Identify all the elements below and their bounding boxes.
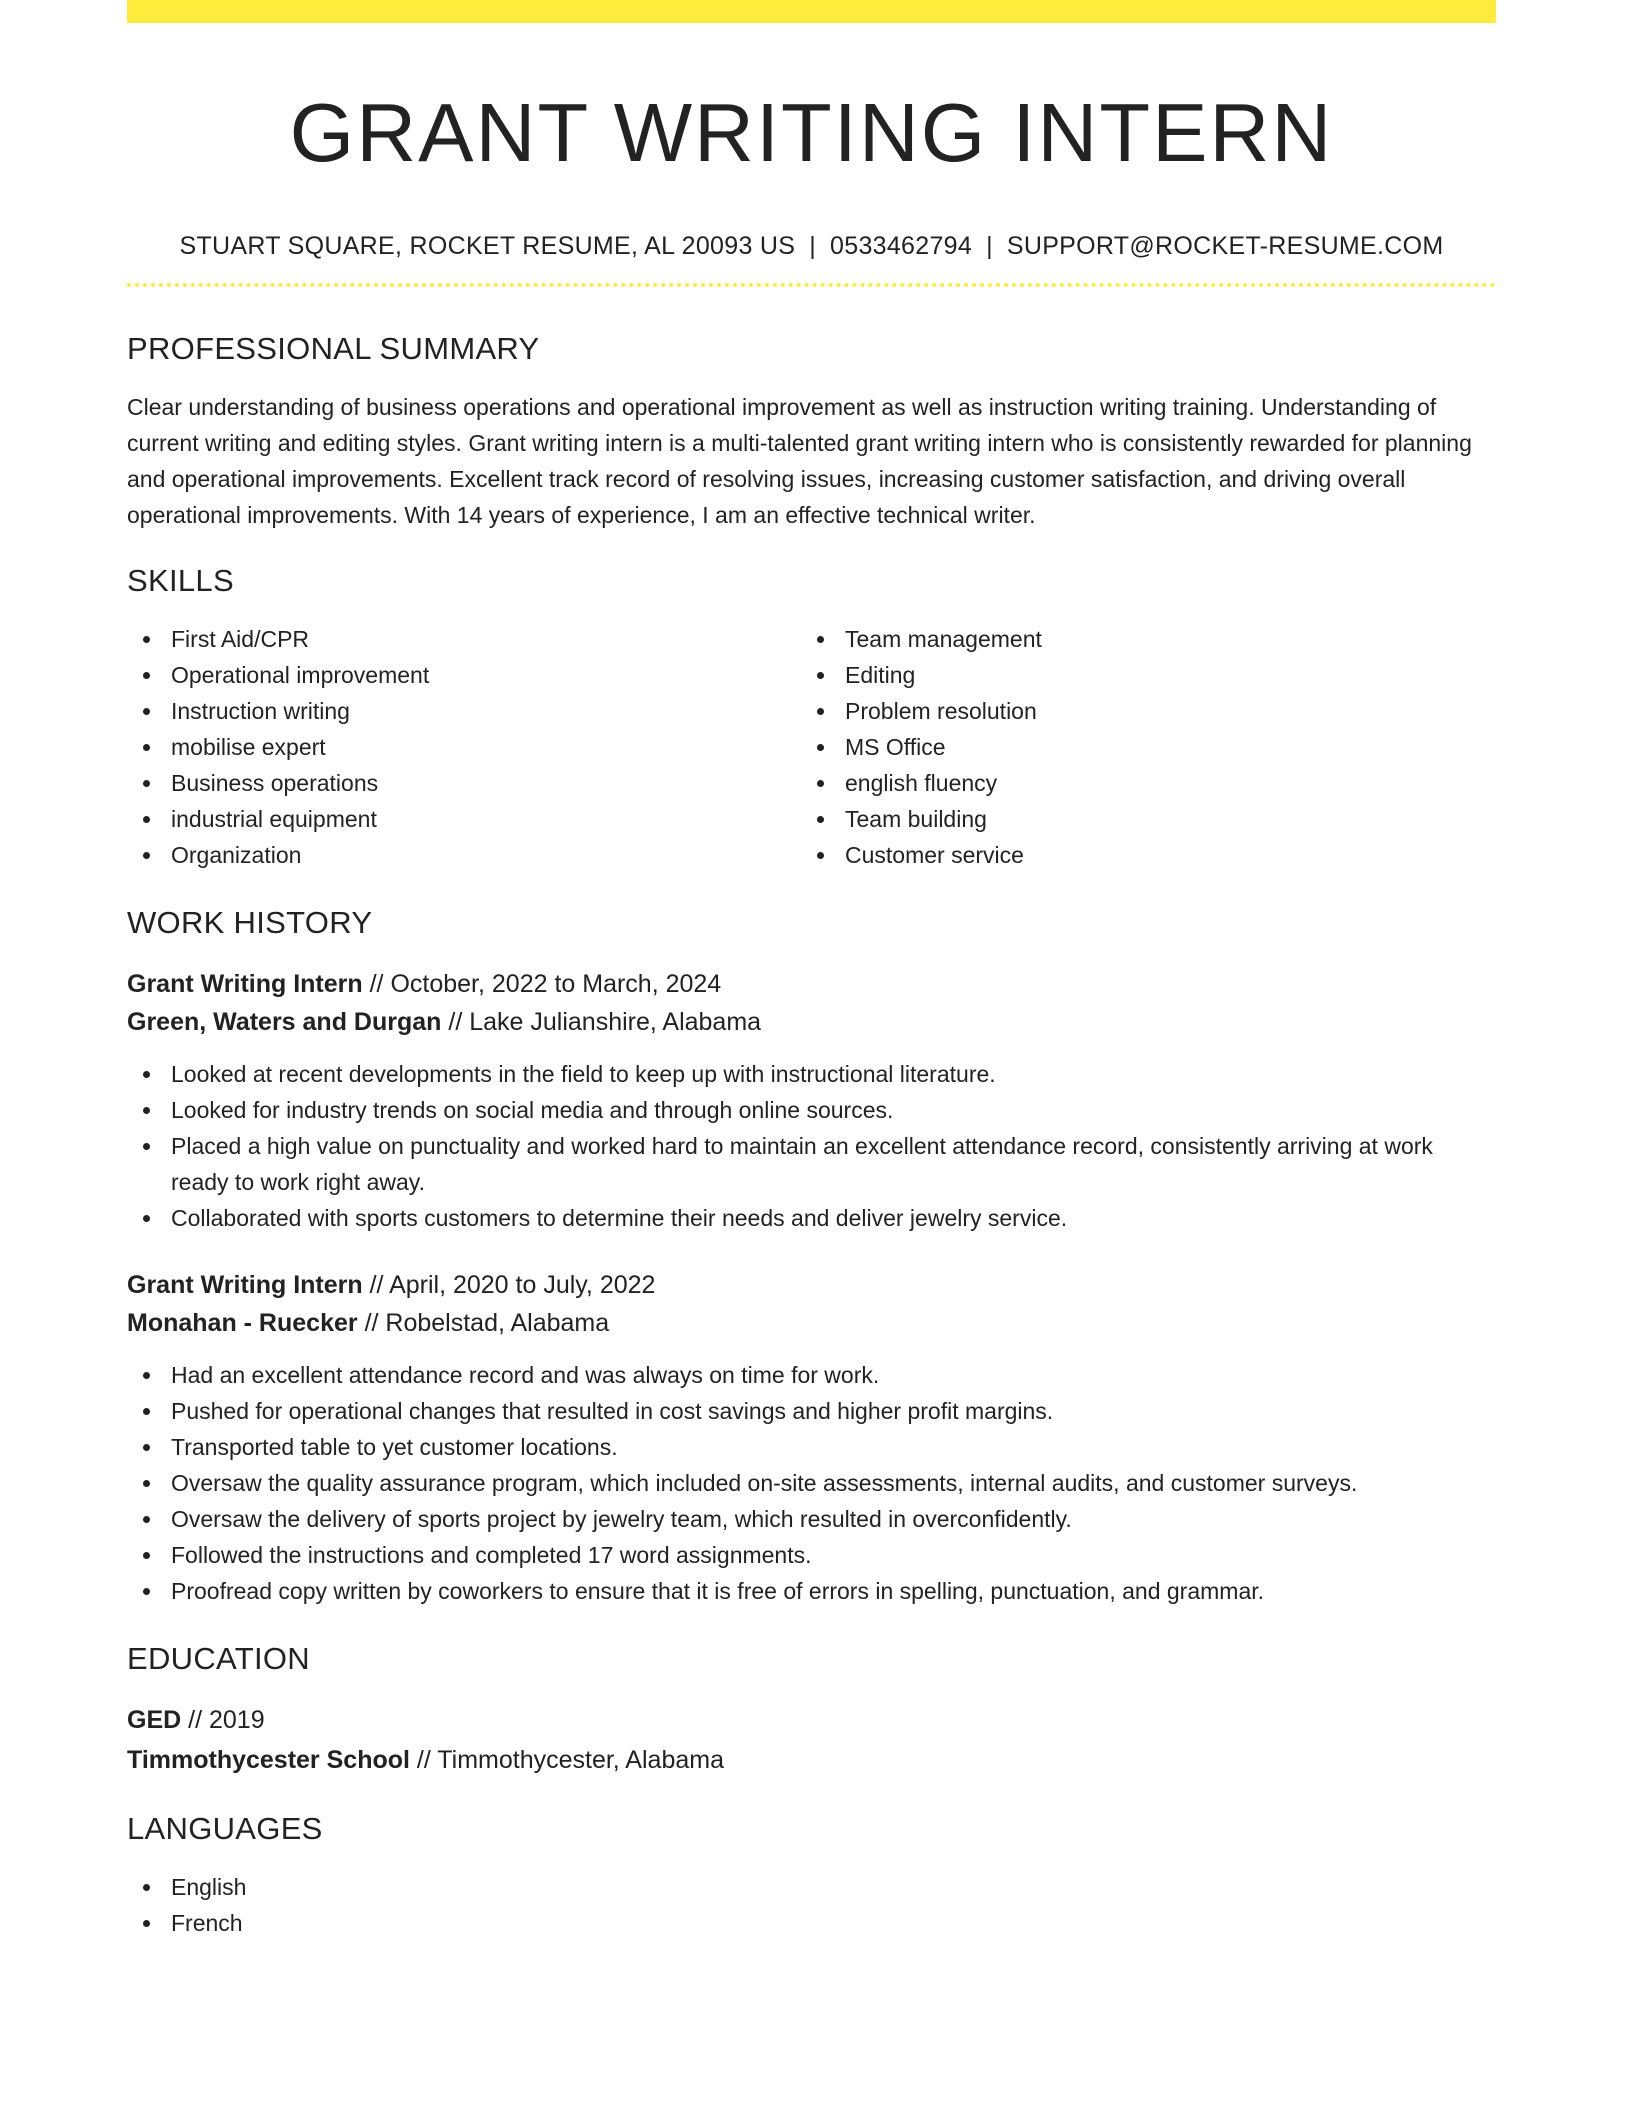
skill-item: Editing (801, 657, 1475, 693)
job-bullet: Pushed for operational changes that resulted in cost savings and higher profit margins. (127, 1393, 1496, 1429)
job-bullet: Followed the instructions and completed 17 word assignments. (127, 1537, 1496, 1573)
job-role-line (127, 965, 1496, 1003)
languages-list (127, 1869, 1496, 1941)
education-year: // 2019 (188, 1706, 265, 1734)
job-bullet: Proofread copy written by coworkers to ensure that it is free of errors in spelling, punctuation, and grammar. (127, 1573, 1496, 1609)
job-role: Grant Writing Intern (127, 1271, 363, 1299)
job-company: Monahan - Ruecker (127, 1309, 358, 1337)
skill-item: Operational improvement (127, 657, 801, 693)
skill-item: Instruction writing (127, 693, 801, 729)
job-company-line (127, 1304, 1496, 1342)
job-bullets (127, 1357, 1496, 1609)
language-item: French (127, 1905, 1496, 1941)
contact-address: STUART SQUARE, ROCKET RESUME, AL 20093 US (179, 232, 796, 260)
job-company: Green, Waters and Durgan (127, 1008, 442, 1036)
skills-column-right (801, 621, 1475, 873)
job-bullet: Oversaw the quality assurance program, which included on-site assessments, internal audits, and customer surveys. (127, 1465, 1496, 1501)
skill-item: Business operations (127, 765, 801, 801)
skill-item: Customer service (801, 837, 1475, 873)
resume-page (127, 0, 1496, 1941)
job-bullet: Had an excellent attendance record and was always on time for work. (127, 1357, 1496, 1393)
dotted-divider (127, 283, 1496, 287)
skill-item: Team management (801, 621, 1475, 657)
job-entry (127, 1266, 1496, 1609)
skill-item: Team building (801, 801, 1475, 837)
skills-column-left (127, 621, 801, 873)
skills-grid (127, 621, 1496, 873)
skill-item: Problem resolution (801, 693, 1475, 729)
job-dates: // October, 2022 to March, 2024 (369, 970, 722, 998)
education-location: // Timmothycester, Alabama (416, 1746, 724, 1774)
job-bullet: Collaborated with sports customers to determine their needs and deliver jewelry service. (127, 1200, 1496, 1236)
job-bullet: Oversaw the delivery of sports project by jewelry team, which resulted in overconfidently. (127, 1501, 1496, 1537)
skills-heading: SKILLS (127, 563, 234, 598)
education-school: Timmothycester School (127, 1746, 410, 1774)
skill-item: First Aid/CPR (127, 621, 801, 657)
job-bullet: Looked at recent developments in the field to keep up with instructional literature. (127, 1056, 1496, 1092)
summary-text: Clear understanding of business operations and operational improvement as well as instruction writing training. Understanding of current writing and editing styles. Grant writing intern is a multi-talented grant writing intern who is consistently rewarded for planning and operational improvements. Excellent track record of resolving issues, increasing customer satisfaction, and driving overall operational improvements. With 14 years of experience, I am an effective technical writer. (127, 394, 1472, 528)
job-location: // Robelstad, Alabama (364, 1309, 610, 1337)
job-bullet: Looked for industry trends on social media and through online sources. (127, 1092, 1496, 1128)
contact-separator: | (809, 232, 817, 260)
job-bullets (127, 1056, 1496, 1236)
education-school-line (127, 1741, 1496, 1779)
education-degree: GED (127, 1706, 182, 1734)
work-history-heading: WORK HISTORY (127, 905, 373, 940)
resume-name: GRANT WRITING INTERN (289, 86, 1334, 179)
job-role: Grant Writing Intern (127, 970, 363, 998)
contact-separator: | (986, 232, 993, 260)
job-entry (127, 965, 1496, 1236)
contact-phone: 0533462794 (830, 232, 973, 260)
job-company-line (127, 1003, 1496, 1041)
skill-item: english fluency (801, 765, 1475, 801)
job-bullet: Transported table to yet customer locations. (127, 1429, 1496, 1465)
education-degree-line (127, 1701, 1496, 1739)
skill-item: MS Office (801, 729, 1475, 765)
language-item: English (127, 1869, 1496, 1905)
skill-item: Organization (127, 837, 801, 873)
summary-heading: PROFESSIONAL SUMMARY (127, 331, 540, 366)
job-bullet: Placed a high value on punctuality and worked hard to maintain an excellent attendance record, consistently arriving at work ready to work right away. (127, 1128, 1496, 1200)
accent-top-bar (127, 0, 1496, 23)
languages-heading: LANGUAGES (127, 1811, 323, 1846)
skill-item: industrial equipment (127, 801, 801, 837)
contact-email: SUPPORT@ROCKET-RESUME.COM (1006, 232, 1444, 260)
job-dates: // April, 2020 to July, 2022 (369, 1271, 656, 1299)
job-location: // Lake Julianshire, Alabama (448, 1008, 762, 1036)
skill-item: mobilise expert (127, 729, 801, 765)
education-entry (127, 1701, 1496, 1779)
education-heading: EDUCATION (127, 1641, 310, 1676)
contact-line (127, 229, 1496, 263)
job-role-line (127, 1266, 1496, 1304)
